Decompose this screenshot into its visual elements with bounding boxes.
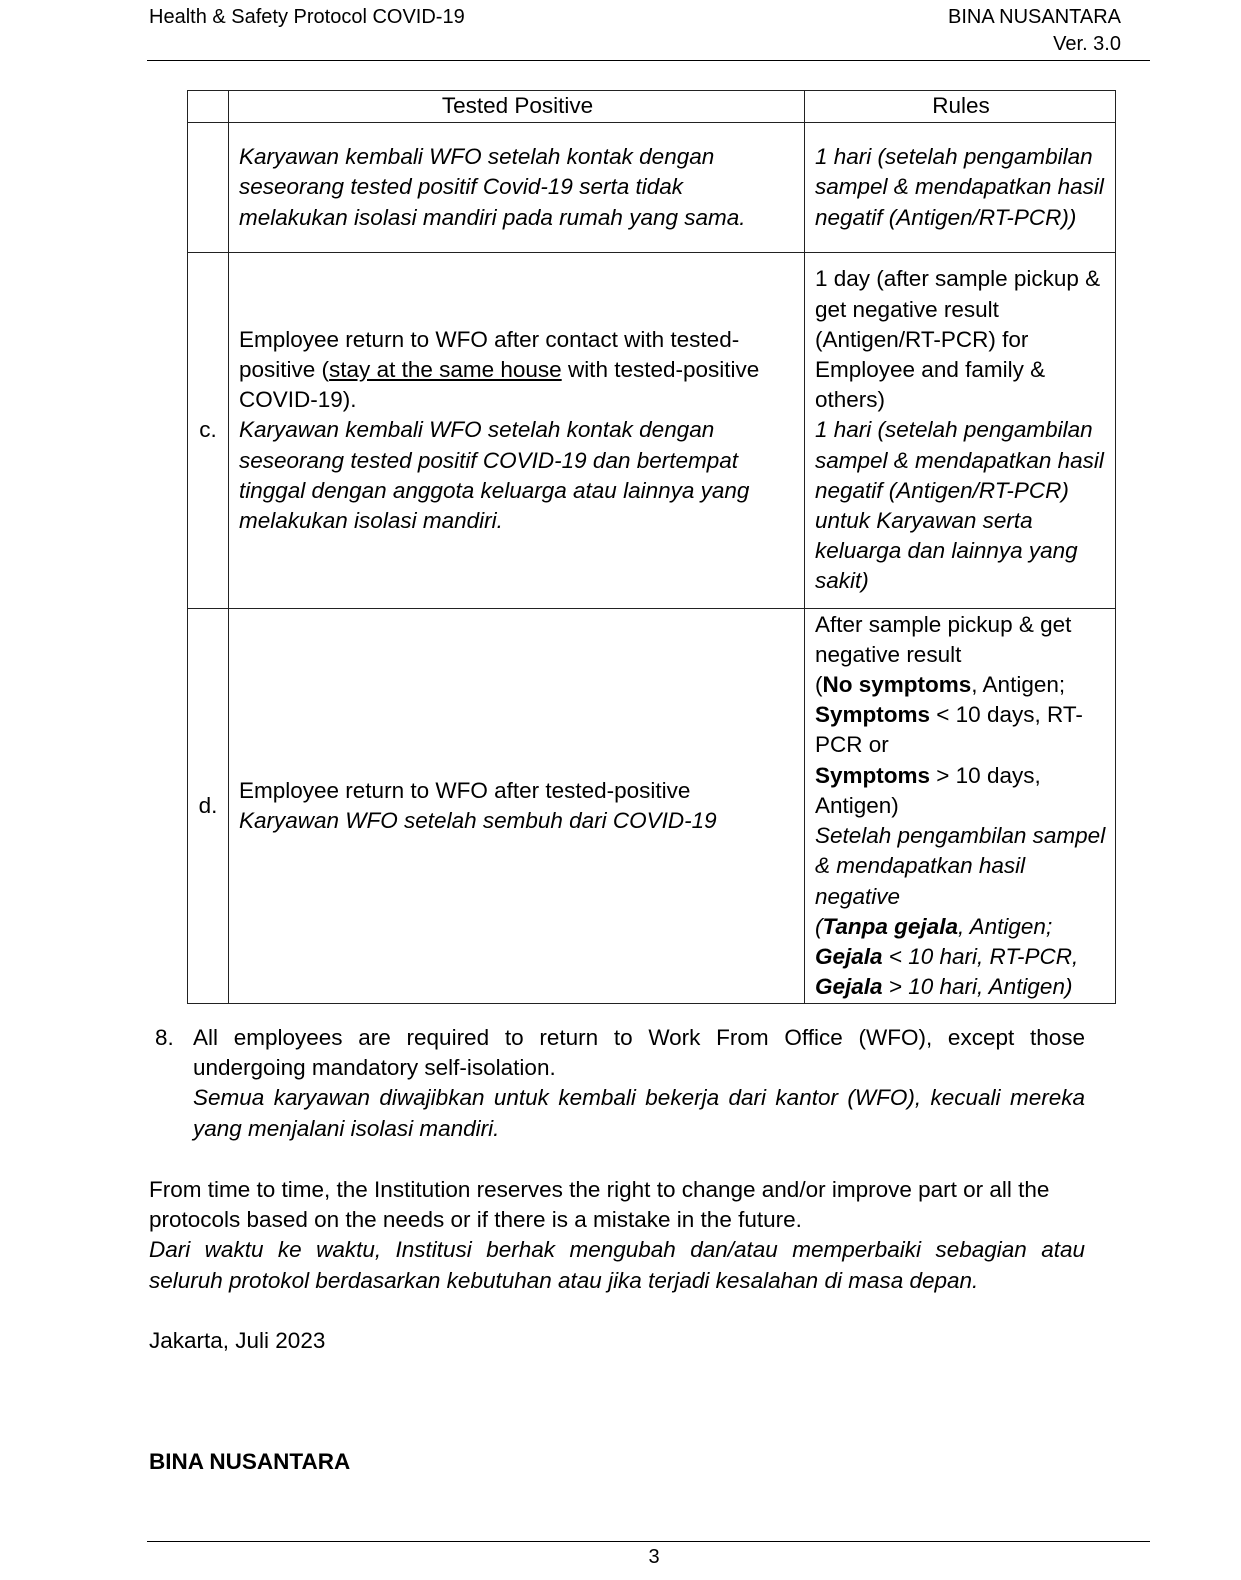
- case-text-en: Employee return to WFO after tested-positive: [239, 777, 691, 803]
- closing-paragraph: [149, 1175, 1085, 1296]
- header-divider: [147, 60, 1150, 61]
- closing-en-line1: From time to time, the Institution reserves the right to change and/or improve part or all the: [149, 1177, 1050, 1202]
- list-item-text: [193, 1023, 1085, 1144]
- page-number: 3: [648, 1546, 660, 1568]
- case-text-id: Karyawan kembali WFO setelah kontak dengan seseorang tested positif Covid-19 serta tidak melakukan isolasi mandiri pada rumah yang sama.: [239, 144, 746, 230]
- rules-text-id: Setelah pengambilan sampel & mendapatkan hasil negative (Tanpa gejala, Antigen; Gejala < 10 hari, RT-PCR, Gejala > 10 hari, Antigen): [815, 823, 1106, 1000]
- rules-text-id: 1 hari (setelah pengambilan sampel & mendapatkan hasil negatif (Antigen/RT-PCR)): [815, 144, 1104, 230]
- signature-organization: BINA NUSANTARA: [149, 1449, 351, 1474]
- place-date: Jakarta, Juli 2023: [149, 1328, 326, 1353]
- item8-en-line2: undergoing mandatory self-isolation.: [193, 1055, 556, 1081]
- rules-text-id: 1 hari (setelah pengambilan sampel & mendapatkan hasil negatif (Antigen/RT-PCR) untuk Karyawan serta keluarga dan lainnya yang sakit): [815, 417, 1104, 594]
- header-cell-rules: Rules: [805, 91, 1116, 123]
- case-cell: [229, 253, 805, 609]
- rules-text-en: After sample pickup & get negative result (No symptoms, Antigen; Symptoms < 10 days, RT-PCR or Symptoms > 10 days, Antigen): [815, 611, 1083, 818]
- header-cell-label: [188, 91, 229, 123]
- row-label: [188, 123, 229, 253]
- rules-cell: [805, 253, 1116, 609]
- header-version: Ver. 3.0: [1053, 33, 1121, 55]
- row-label: c.: [188, 253, 229, 609]
- document-header-title: Health & Safety Protocol COVID-19: [149, 6, 465, 28]
- case-text-en: Employee return to WFO after contact with tested-positive (stay at the same house with tested-positive COVID-19).: [239, 326, 760, 413]
- closing-id-line2: seluruh protokol berdasarkan kebutuhan atau jika terjadi kesalahan di masa depan.: [149, 1267, 979, 1293]
- header-org: BINA NUSANTARA: [948, 6, 1121, 28]
- case-text-id: Karyawan kembali WFO setelah kontak dengan seseorang tested positif COVID-19 dan bertempat tinggal dengan anggota keluarga atau lainnya yang melakukan isolasi mandiri.: [239, 417, 750, 533]
- case-cell: [229, 609, 805, 1004]
- closing-en-line2: protocols based on the needs or if there is a mistake in the future.: [149, 1207, 802, 1233]
- document-header-meta: [948, 4, 1121, 58]
- header-cell-tested-positive: Tested Positive: [229, 91, 805, 123]
- case-cell: [229, 123, 805, 253]
- closing-id-line1: Dari waktu ke waktu, Institusi berhak mengubah dan/atau memperbaiki sebagian atau: [149, 1237, 1085, 1263]
- table-row: [188, 123, 1116, 253]
- underlined-phrase: stay at the same house: [329, 356, 562, 382]
- rules-text-en: 1 day (after sample pickup & get negative result (Antigen/RT-PCR) for Employee and family & others): [815, 266, 1101, 413]
- case-text-id: Karyawan WFO setelah sembuh dari COVID-19: [239, 808, 717, 833]
- rules-cell: [805, 123, 1116, 253]
- rules-cell: [805, 609, 1116, 1004]
- table-row: [188, 253, 1116, 609]
- table-header-row: [188, 91, 1116, 123]
- list-item-8: [149, 1023, 1085, 1144]
- table-row: [188, 609, 1116, 1004]
- footer-divider: [147, 1541, 1150, 1542]
- item8-id-line2: yang menjalani isolasi mandiri.: [193, 1115, 500, 1141]
- row-label: d.: [188, 609, 229, 1004]
- item8-id-line1: Semua karyawan diwajibkan untuk kembali bekerja dari kantor (WFO), kecuali mereka: [193, 1085, 1085, 1111]
- rules-table: [187, 90, 1116, 1004]
- list-item-number: 8.: [155, 1025, 174, 1050]
- item8-en-line1: All employees are required to return to Work From Office (WFO), except those: [193, 1025, 1085, 1050]
